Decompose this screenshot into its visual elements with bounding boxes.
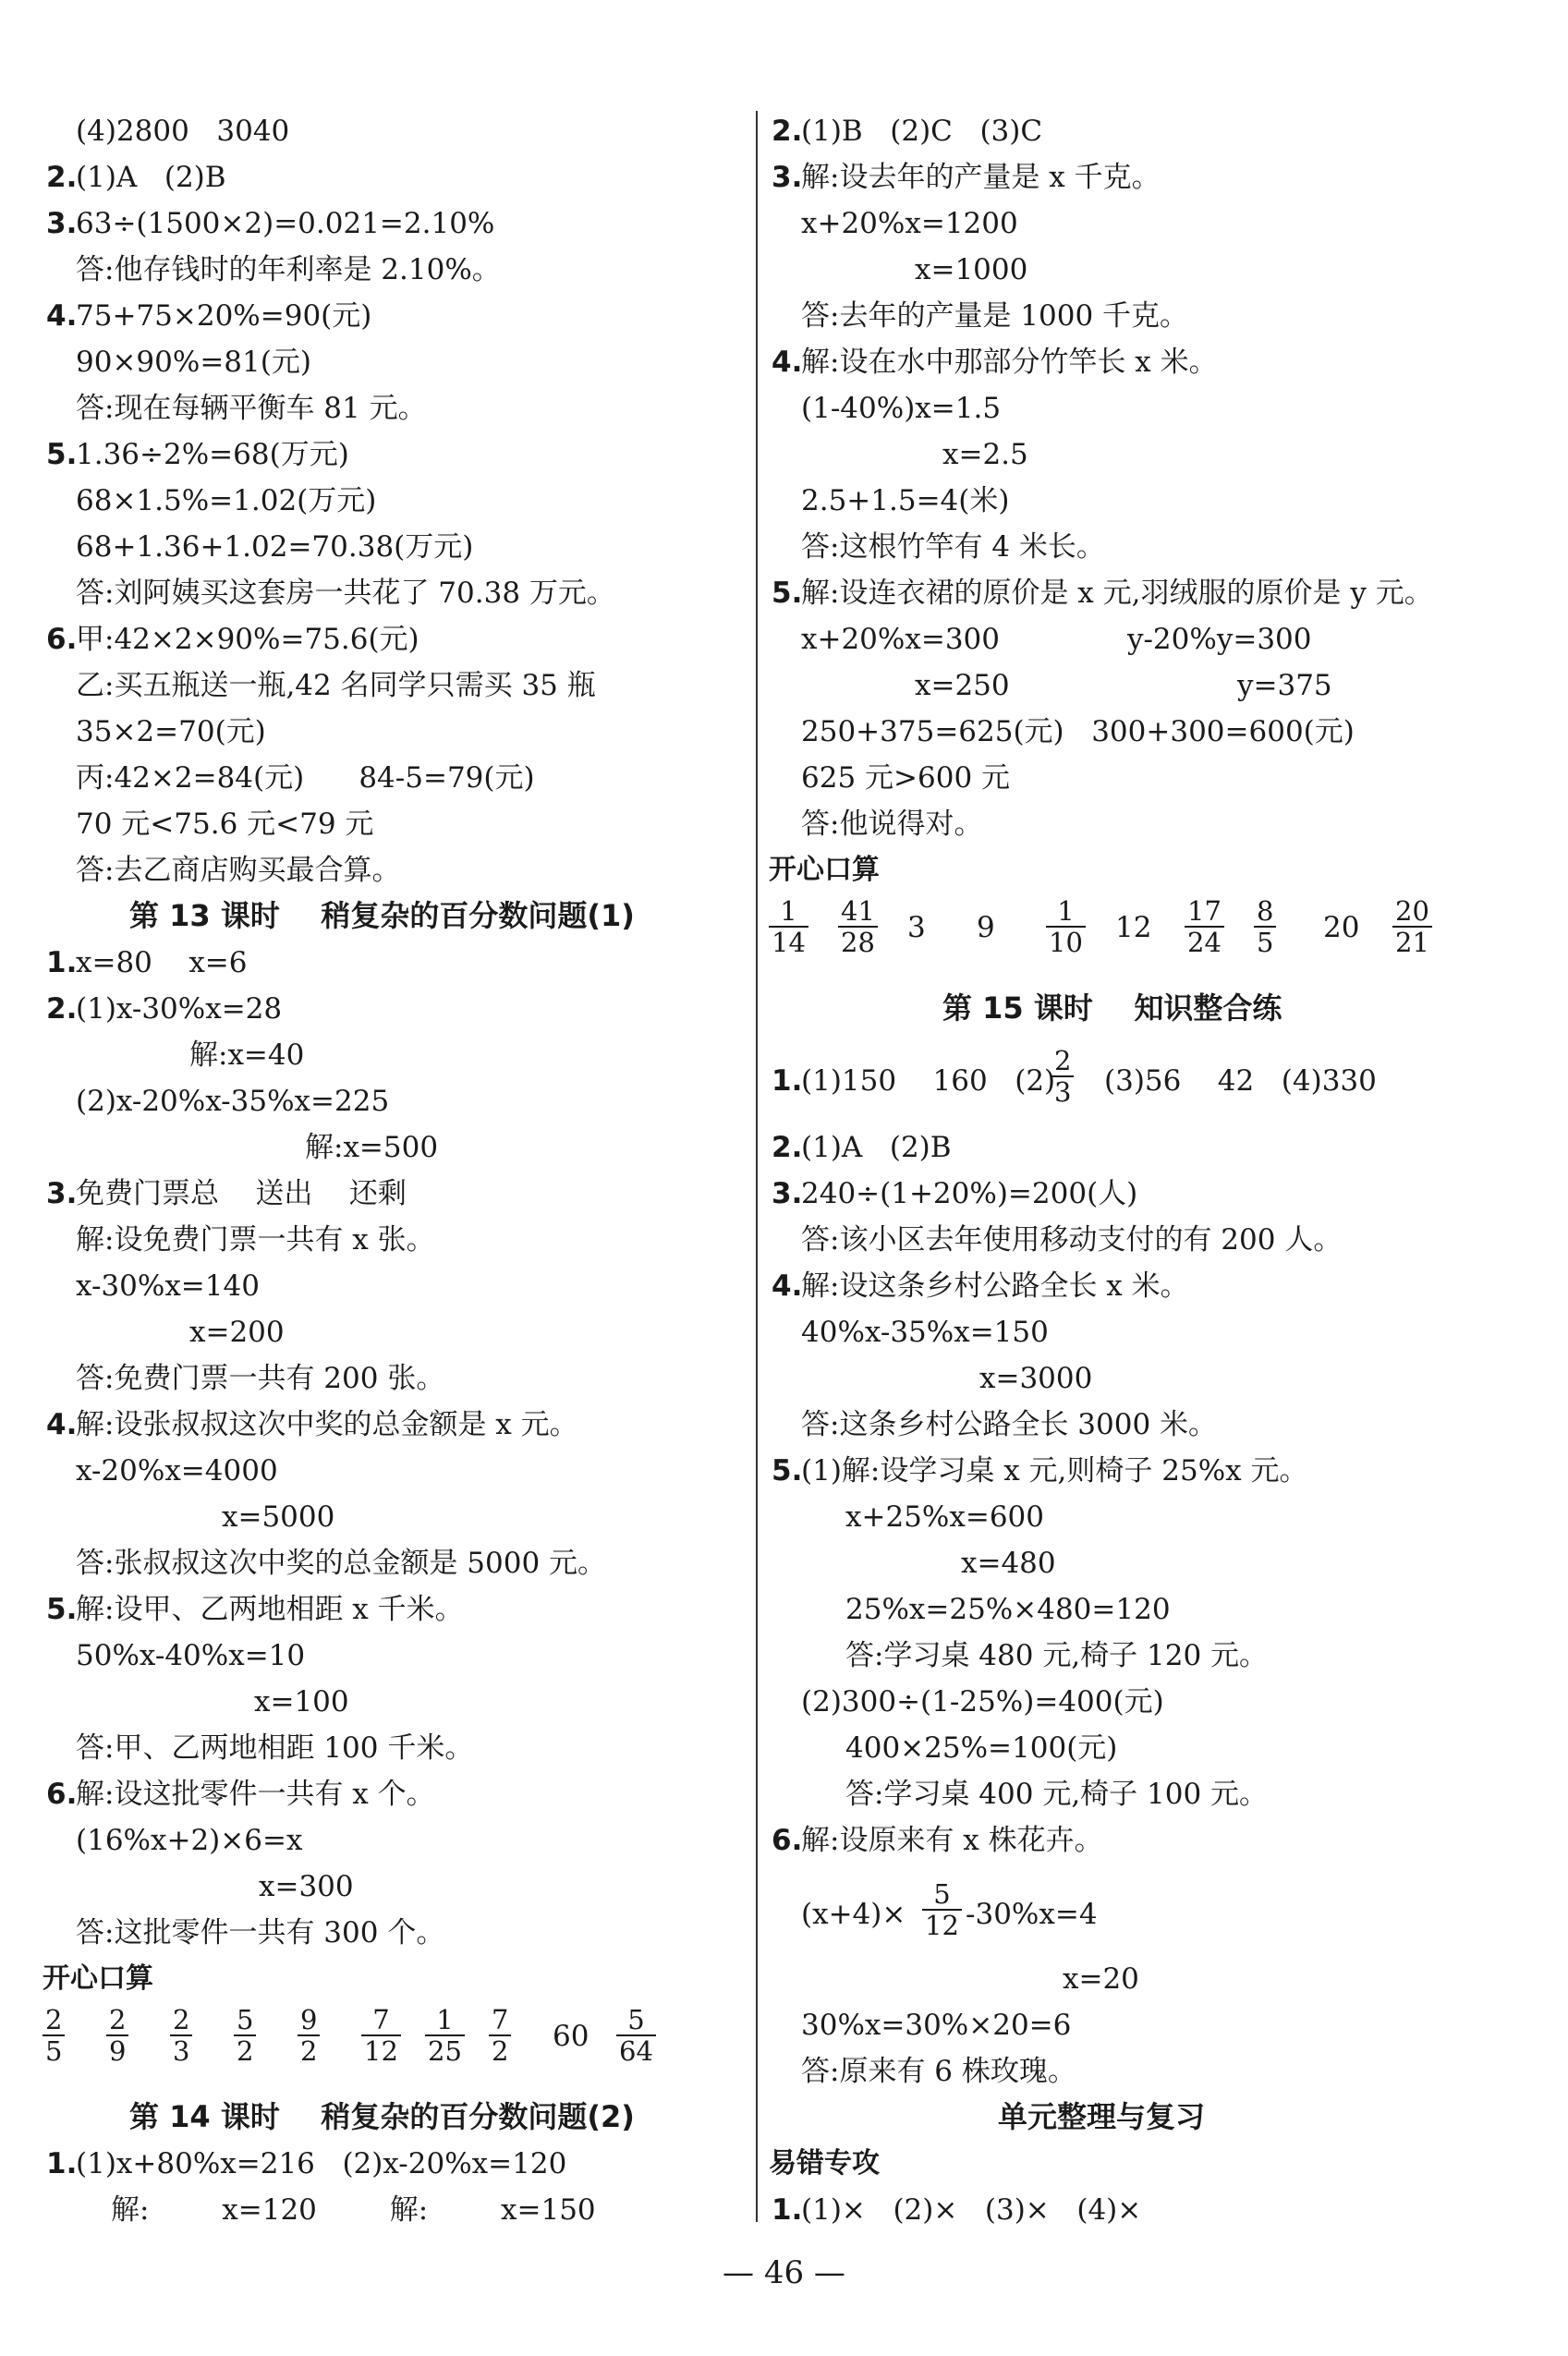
question-number: 2. (46, 161, 78, 194)
answer-line: 25%x=25%×480=120 (845, 1593, 1171, 1626)
answer-line: 答:刘阿姨买这套房一共花了 70.38 万元。 (76, 577, 615, 610)
answer-line: 68×1.5%=1.02(万元) (76, 484, 377, 517)
column-divider (756, 111, 758, 2222)
answer-line: 250+375=625(元) 300+300=600(元) (801, 715, 1355, 748)
answer-line: 答:张叔叔这次中奖的总金额是 5000 元。 (76, 1547, 607, 1580)
answer-line: 答:学习桌 400 元,椅子 100 元。 (845, 1778, 1269, 1811)
numerator: 41 (841, 895, 875, 927)
denominator: 5 (43, 2034, 65, 2066)
mental-math-fraction (298, 2005, 320, 2066)
answer-line: (3)56 42 (4)330 (1104, 1064, 1377, 1098)
denominator: 3 (170, 2034, 192, 2066)
question-number: 6. (46, 1778, 78, 1811)
question-number: 1. (46, 2147, 78, 2180)
lesson-heading: 第 13 课时 稍复杂的百分数问题(1) (129, 898, 635, 933)
answer-line: x+25%x=600 (845, 1500, 1044, 1534)
answer-line: 答:原来有 6 株玫瑰。 (801, 2055, 1076, 2088)
mental-math-fraction (106, 2005, 128, 2066)
mental-math-fraction (769, 896, 808, 957)
answer-line: (16%x+2)×6=x (76, 1824, 303, 1857)
answer-line: x=300 (259, 1870, 354, 1903)
numerator: 7 (492, 2004, 509, 2035)
answer-line: 答:这根竹竿有 4 米长。 (801, 530, 1105, 564)
question-number: 5. (46, 1593, 78, 1626)
answer-line: 解:x=500 (305, 1131, 439, 1164)
denominator: 28 (838, 926, 878, 957)
section-heading: 单元整理与复习 (998, 2099, 1206, 2134)
fraction (1051, 1046, 1074, 1107)
question-number: 2. (46, 992, 78, 1026)
denominator: 10 (1046, 926, 1086, 957)
answer-line: 答:现在每辆平衡车 81 元。 (76, 392, 427, 425)
answer-line: 30%x=30%×20=6 (801, 2009, 1072, 2042)
question-number: 3. (772, 161, 803, 194)
denominator: 14 (769, 926, 808, 957)
answer-line: 解:设甲、乙两地相距 x 千米。 (76, 1593, 464, 1626)
question-number: 5. (772, 577, 803, 610)
question-number: 4. (772, 1269, 803, 1303)
mental-math-answer: 3 (907, 911, 926, 944)
mental-math-answer: 60 (553, 2020, 590, 2053)
answer-line: 400×25%=100(元) (845, 1731, 1118, 1765)
numerator: 17 (1187, 895, 1222, 927)
mental-math-answer: 9 (977, 911, 995, 944)
answer-line: x=250 y=375 (915, 669, 1332, 702)
answer-line: (1)B (2)C (3)C (801, 115, 1043, 148)
denominator: 25 (425, 2034, 465, 2066)
answer-line: 75+75×20%=90(元) (76, 299, 372, 333)
answer-line: x-30%x=140 (76, 1269, 260, 1303)
answer-line: 答:甲、乙两地相距 100 千米。 (76, 1731, 474, 1765)
question-number: 6. (46, 623, 78, 656)
numerator: 2 (173, 2004, 190, 2035)
answer-line: 解:设免费门票一共有 x 张。 (76, 1223, 435, 1257)
question-number: 1. (46, 946, 78, 979)
answer-line: 答:去乙商店购买最合算。 (76, 854, 401, 887)
question-number: 4. (772, 346, 803, 379)
mental-math-heading: 开心口算 (769, 854, 880, 886)
question-number: 5. (46, 438, 78, 471)
question-number: 4. (46, 299, 78, 333)
answer-line: 解:设在水中那部分竹竿长 x 米。 (801, 346, 1218, 379)
fraction (922, 1879, 962, 1940)
mental-math-fraction (234, 2005, 256, 2066)
answer-line: x=1000 (915, 253, 1028, 286)
numerator: 2 (109, 2004, 127, 2035)
answer-line: 68+1.36+1.02=70.38(万元) (76, 530, 474, 564)
answer-line: x=2.5 (942, 438, 1028, 471)
answer-line: (1)A (2)B (801, 1131, 952, 1164)
answer-line: 答:他说得对。 (801, 808, 983, 841)
answer-line: (1)A (2)B (76, 161, 226, 194)
denominator: 12 (922, 1909, 962, 1940)
answer-line: 240÷(1+20%)=200(人) (801, 1177, 1138, 1210)
answer-line: 解: x=120 解: x=150 (111, 2193, 596, 2227)
denominator: 64 (616, 2034, 656, 2066)
numerator: 7 (372, 2004, 390, 2035)
question-number: 2. (772, 115, 803, 148)
question-number: 6. (772, 1824, 803, 1857)
answer-line: x=3000 (979, 1362, 1093, 1395)
answer-line: 丙:42×2=84(元) 84-5=79(元) (76, 761, 535, 795)
numerator: 8 (1257, 895, 1274, 927)
answer-line: -30%x=4 (966, 1898, 1098, 1931)
mental-math-answer: 12 (1115, 911, 1152, 944)
lesson-heading: 第 15 课时 知识整合练 (942, 990, 1282, 1026)
denominator: 12 (361, 2034, 401, 2066)
answer-line: 答:这条乡村公路全长 3000 米。 (801, 1408, 1218, 1441)
answer-line: (x+4)× (801, 1898, 906, 1931)
denominator: 5 (1254, 926, 1276, 957)
numerator: 5 (627, 2004, 645, 2035)
mental-math-fraction (616, 2005, 656, 2066)
answer-line: (1)x-30%x=28 (76, 992, 283, 1026)
denominator: 2 (489, 2034, 511, 2066)
numerator: 9 (300, 2004, 318, 2035)
answer-line: 解:设原来有 x 株花卉。 (801, 1824, 1103, 1857)
answer-line: 乙:买五瓶送一瓶,42 名同学只需买 35 瓶 (76, 669, 596, 702)
answer-line: (1)x+80%x=216 (2)x-20%x=120 (76, 2147, 567, 2180)
mental-math-heading: 开心口算 (43, 1962, 153, 1995)
answer-line: x=200 (189, 1316, 285, 1349)
answer-line: x=5000 (222, 1500, 335, 1534)
mental-math-fraction (43, 2005, 65, 2066)
question-number: 5. (772, 1454, 803, 1488)
denominator: 24 (1185, 926, 1224, 957)
question-number: 2. (772, 1131, 803, 1164)
question-number: 3. (46, 207, 78, 240)
answer-line: 解:设张叔叔这次中奖的总金额是 x 元。 (76, 1408, 578, 1441)
answer-line: (2)300÷(1-25%)=400(元) (801, 1685, 1164, 1718)
answer-line: x=20 (1063, 1962, 1139, 1996)
numerator: 5 (237, 2004, 254, 2035)
answer-line: 免费门票总 送出 还剩 (76, 1177, 407, 1210)
question-number: 1. (772, 2193, 803, 2227)
answer-line: 答:学习桌 480 元,椅子 120 元。 (845, 1639, 1269, 1672)
answer-line: x=480 (961, 1547, 1056, 1580)
mental-math-fraction (838, 896, 878, 957)
answer-line: (4)2800 3040 (76, 115, 290, 148)
answer-line: (1)× (2)× (3)× (4)× (801, 2193, 1142, 2227)
answer-line: (2)x-20%x-35%x=225 (76, 1085, 390, 1118)
denominator: 2 (298, 2034, 320, 2066)
lesson-heading: 第 14 课时 稍复杂的百分数问题(2) (129, 2099, 635, 2134)
answer-line: 50%x-40%x=10 (76, 1639, 306, 1672)
answer-line: 40%x-35%x=150 (801, 1316, 1049, 1349)
answer-line: 答:该小区去年使用移动支付的有 200 人。 (801, 1223, 1343, 1257)
answer-line: 解:设连衣裙的原价是 x 元,羽绒服的原价是 y 元。 (801, 577, 1433, 610)
answer-line: 2.5+1.5=4(米) (801, 484, 1010, 517)
mental-math-fraction (425, 2005, 465, 2066)
answer-line: 625 元>600 元 (801, 761, 1011, 795)
mental-math-fraction (170, 2005, 192, 2066)
numerator: 2 (1054, 1045, 1072, 1076)
numerator: 2 (45, 2004, 63, 2035)
answer-line: (1)解:设学习桌 x 元,则椅子 25%x 元。 (801, 1454, 1308, 1488)
mental-math-answer: 20 (1323, 911, 1360, 944)
answer-line: 答:这批零件一共有 300 个。 (76, 1916, 445, 1949)
answer-line: 35×2=70(元) (76, 715, 266, 748)
mental-math-fraction (489, 2005, 511, 2066)
question-number: 1. (772, 1064, 803, 1098)
answer-line: x=80 x=6 (76, 946, 248, 979)
mental-math-fraction (361, 2005, 401, 2066)
answer-line: x+20%x=1200 (801, 207, 1018, 240)
answer-line: x+20%x=300 y-20%y=300 (801, 623, 1312, 656)
question-number: 3. (46, 1177, 78, 1210)
answer-line: (1)150 160 (2) (801, 1064, 1056, 1098)
answer-line: 甲:42×2×90%=75.6(元) (76, 623, 419, 656)
answer-line: 解:x=40 (189, 1038, 305, 1072)
denominator: 3 (1051, 1075, 1074, 1107)
answer-line: 70 元<75.6 元<79 元 (76, 808, 374, 841)
numerator: 1 (780, 895, 797, 927)
answer-line: 解:设这批零件一共有 x 个。 (76, 1778, 435, 1811)
denominator: 21 (1392, 926, 1432, 957)
answer-line: 答:他存钱时的年利率是 2.10%。 (76, 253, 501, 286)
mental-math-fraction (1046, 896, 1086, 957)
answer-line: x=100 (254, 1685, 349, 1718)
numerator: 1 (1057, 895, 1075, 927)
question-number: 4. (46, 1408, 78, 1441)
answer-line: 解:设这条乡村公路全长 x 米。 (801, 1269, 1189, 1303)
answer-line: 答:免费门票一共有 200 张。 (76, 1362, 445, 1395)
numerator: 5 (933, 1878, 951, 1910)
question-number: 3. (772, 1177, 803, 1210)
answer-line: (1-40%)x=1.5 (801, 392, 1002, 425)
answer-line: 63÷(1500×2)=0.021=2.10% (76, 207, 495, 240)
numerator: 20 (1395, 895, 1429, 927)
numerator: 1 (436, 2004, 454, 2035)
mental-math-fraction (1254, 896, 1276, 957)
denominator: 2 (234, 2034, 256, 2066)
answer-line: 90×90%=81(元) (76, 346, 311, 379)
answer-line: 解:设去年的产量是 x 千克。 (801, 161, 1161, 194)
answer-line: 答:去年的产量是 1000 千克。 (801, 299, 1189, 333)
mental-math-fraction (1185, 896, 1224, 957)
denominator: 9 (106, 2034, 128, 2066)
page-number: — 46 — (723, 2254, 845, 2291)
answer-line: 1.36÷2%=68(万元) (76, 438, 349, 471)
answer-line: x-20%x=4000 (76, 1454, 278, 1488)
subsection-heading: 易错专攻 (769, 2147, 880, 2180)
mental-math-fraction (1392, 896, 1432, 957)
